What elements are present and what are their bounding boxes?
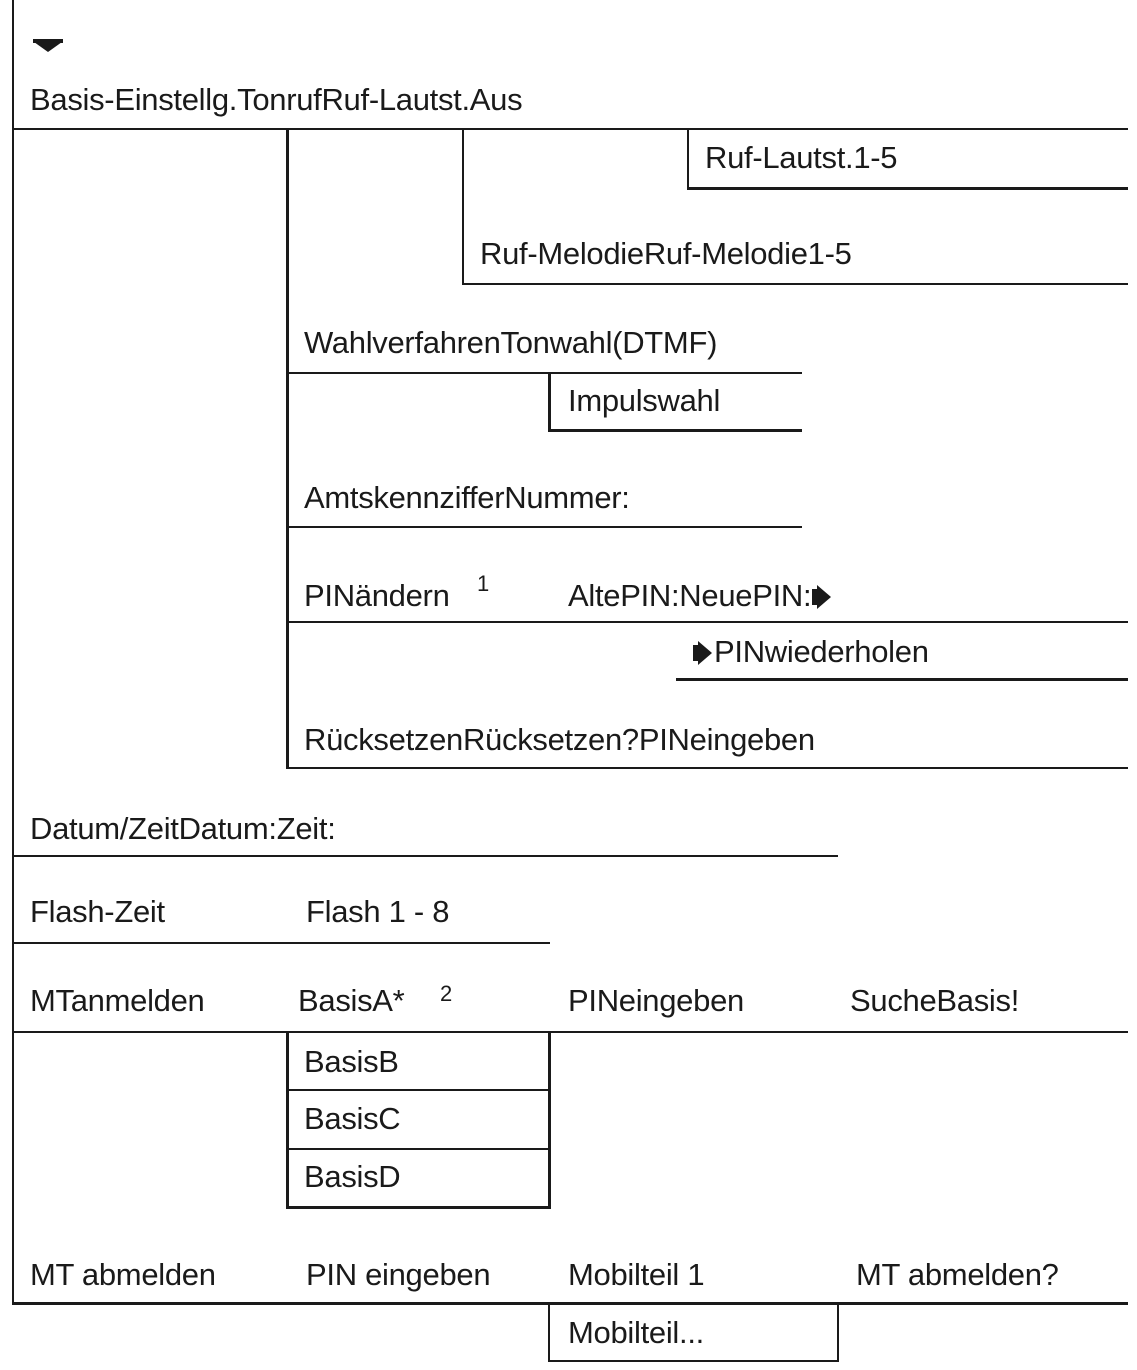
ruf-melodie-option: Ruf-MelodieRuf-Melodie1-5 [480,236,852,271]
ruf-lautst-option: Ruf-Lautst.1-5 [705,140,898,175]
basis-a-option: BasisA* [298,983,405,1018]
basis-d-underline [286,1206,551,1209]
mt-anmelden-item: MTanmelden [30,983,205,1018]
root-underline [12,128,1128,130]
tonruf-subtree-line [462,128,464,285]
wahlverfahren-item: WahlverfahrenTonwahl(DTMF) [304,325,718,360]
basis-d-option: BasisD [304,1159,401,1194]
basis-subtree-line [286,128,289,768]
pin-wiederholen-prompt [692,634,929,670]
ruecksetzen-item: RücksetzenRücksetzen?PINeingeben [304,722,815,757]
mobilteil-1-option: Mobilteil 1 [568,1257,705,1292]
flash-zeit-item: Flash-Zeit [30,894,165,929]
mt-anmelden-underline [12,1031,1128,1033]
flash-zeit-underline [12,942,550,944]
datum-zeit-underline [12,855,838,857]
basis-c-option: BasisC [304,1101,401,1136]
ruf-melodie-underline [462,283,1128,285]
menu-root: Basis-Einstellg.TonrufRuf-Lautst.Aus [30,82,523,117]
down-arrow-icon [31,37,65,53]
footnote-1: 1 [477,571,490,596]
mobilteil-box-right [837,1302,839,1362]
mobilteil-more-option: Mobilteil... [568,1315,704,1350]
footnote-2: 2 [440,981,453,1006]
mt-abmelden-underline [12,1302,1128,1305]
basis-b-underline [286,1089,551,1091]
pin-aendern-item: PINändern [304,578,450,613]
mobilteil-box-bottom [548,1360,839,1362]
mt-abmelden-item: MT abmelden [30,1257,216,1292]
pin-eingeben-prompt-1: PINeingeben [568,983,744,1018]
ruf-lautst-line [687,128,689,190]
basis-c-underline [286,1148,551,1150]
mt-abmelden-question: MT abmelden? [856,1257,1059,1292]
basis-box-left [286,1031,289,1209]
basis-b-option: BasisB [304,1044,399,1079]
wahlverfahren-underline [286,372,802,374]
impulswahl-line [548,372,551,432]
flash-range-option: Flash 1 - 8 [306,894,450,929]
amtskennziffer-item: AmtskennzifferNummer: [304,480,630,515]
ruf-lautst-underline [687,187,1128,190]
right-arrow-icon [811,583,833,611]
mobilteil-box-left [548,1302,550,1362]
pin-wiederholen-text: PINwiederholen [714,634,929,669]
alte-neue-pin-prompt [568,578,833,614]
ruecksetzen-underline [286,767,1128,769]
right-arrow-icon [692,639,714,667]
impulswahl-underline [548,429,802,432]
main-tree-line [12,0,14,1305]
suche-basis-prompt: SucheBasis! [850,983,1020,1018]
impulswahl-option: Impulswahl [568,383,721,418]
pin-wiederholen-underline [676,678,1128,681]
basis-box-right [548,1031,551,1209]
alte-neue-pin-text: AltePIN:NeuePIN: [568,578,812,613]
datum-zeit-item: Datum/ZeitDatum:Zeit: [30,811,336,846]
pin-aendern-underline [286,621,1128,623]
amtskennziffer-underline [286,526,802,528]
pin-eingeben-prompt-2: PIN eingeben [306,1257,491,1292]
